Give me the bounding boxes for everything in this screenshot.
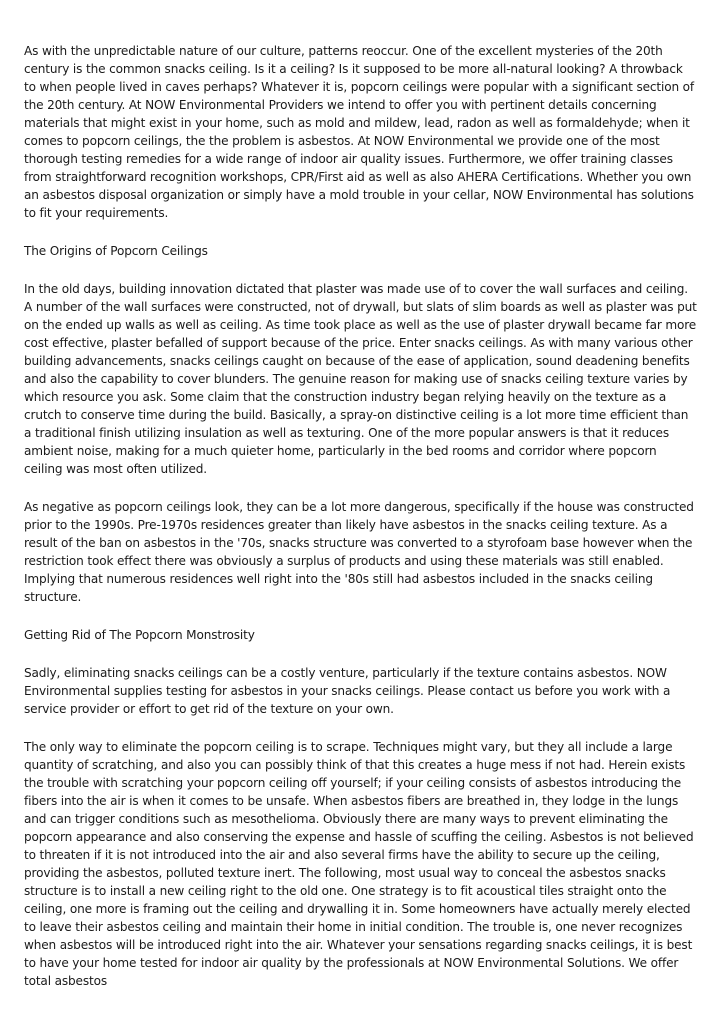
getting-rid-paragraph-1: Sadly, eliminating snacks ceilings can be a costly venture, particularly if the texture contains asbestos. NOW Environmental supplies testing for asbestos in your snacks ceilings. Please contact us before you work with a service provider or effort to get rid of the texture on your own. [24,666,671,716]
getting-rid-paragraph-2: The only way to eliminate the popcorn ceiling is to scrape. Techniques might vary, but they all include a large quantity of scratching, and also you can possibly think of that this creates a huge mess if not had. Herein exists the trouble with scratching your popcorn ceiling off yourself; if your ceiling consists of asbestos introducing the fibers into the air is when it comes to be unsafe. When asbestos fibers are breathed in, they lodge in the lungs and can trigger conditions such as mesothelioma. Obviously there are many ways to prevent eliminating the popcorn appearance and also conserving the expense and hassle of scuffing the ceiling. Asbestos is not believed to threaten if it is not introduced into the air and also several firms have the ability to secure up the ceiling, providing the asbestos, polluted texture inert. The following, most usual way to conceal the asbestos snacks structure is to install a new ceiling right to the old one. One strategy is to fit acoustical tiles straight onto the ceiling, one more is framing out the ceiling and drywalling it in. Some homeowners have actually merely elected to leave their asbestos ceiling and maintain their home in initial condition. The trouble is, one never recognizes when asbestos will be introduced right into the air. Whatever your sensations regarding snacks ceilings, it is best to have your home tested for indoor air quality by the professionals at NOW Environmental Solutions. We offer total asbestos [24,740,694,988]
origins-paragraph-1: In the old days, building innovation dictated that plaster was made use of to cover the wall surfaces and ceiling. A number of the wall surfaces were constructed, not of drywall, but slats of slim boards as well as plaster was put on the ended up walls as well as ceiling. As time took place as well as the use of plaster drywall became far more cost effective, plaster befalled of support because of the price. Enter snacks ceilings. As with many various other building advancements, snacks ceilings caught on because of the ease of application, sound deadening benefits and also the capability to cover blunders. The genuine reason for making use of snacks ceiling texture varies by which resource you ask. Some claim that the construction industry began relying heavily on the texture as a crutch to conserve time during the build. Basically, a spray-on distinctive ceiling is a lot more time efficient than a traditional finish utilizing insulation as well as texturing. One of the more popular answers is that it reduces ambient noise, making for a much quieter home, particularly in the bed rooms and corridor where popcorn ceiling was most often utilized. [24,282,697,476]
article-body [24,42,698,990]
origins-paragraph-2: As negative as popcorn ceilings look, they can be a lot more dangerous, specifically if the house was constructed prior to the 1990s. Pre-1970s residences greater than likely have asbestos in the snacks ceiling texture. As a result of the ban on asbestos in the '70s, snacks structure was converted to a styrofoam base however when the restriction took effect there was obviously a surplus of products and using these materials was still enabled. Implying that numerous residences well right into the '80s still had asbestos included in the snacks ceiling structure. [24,500,694,604]
section-heading-getting-rid: Getting Rid of The Popcorn Monstrosity [24,628,255,642]
section-heading-origins: The Origins of Popcorn Ceilings [24,244,208,258]
intro-paragraph: As with the unpredictable nature of our culture, patterns reoccur. One of the excellent mysteries of the 20th century is the common snacks ceiling. Is it a ceiling? Is it supposed to be more all-natural looking? A throwback to when people lived in caves perhaps? Whatever it is, popcorn ceilings were popular with a significant section of the 20th century. At NOW Environmental Providers we intend to offer you with pertinent details concerning materials that might exist in your home, such as mold and mildew, lead, radon as well as formaldehyde; when it comes to popcorn ceilings, the the problem is asbestos. At NOW Environmental we provide one of the most thorough testing remedies for a wide range of indoor air quality issues. Furthermore, we offer training classes from straightforward recognition workshops, CPR/First aid as well as also AHERA Certifications. Whether you own an asbestos disposal organization or simply have a mold trouble in your cellar, NOW Environmental has solutions to fit your requirements. [24,44,695,220]
